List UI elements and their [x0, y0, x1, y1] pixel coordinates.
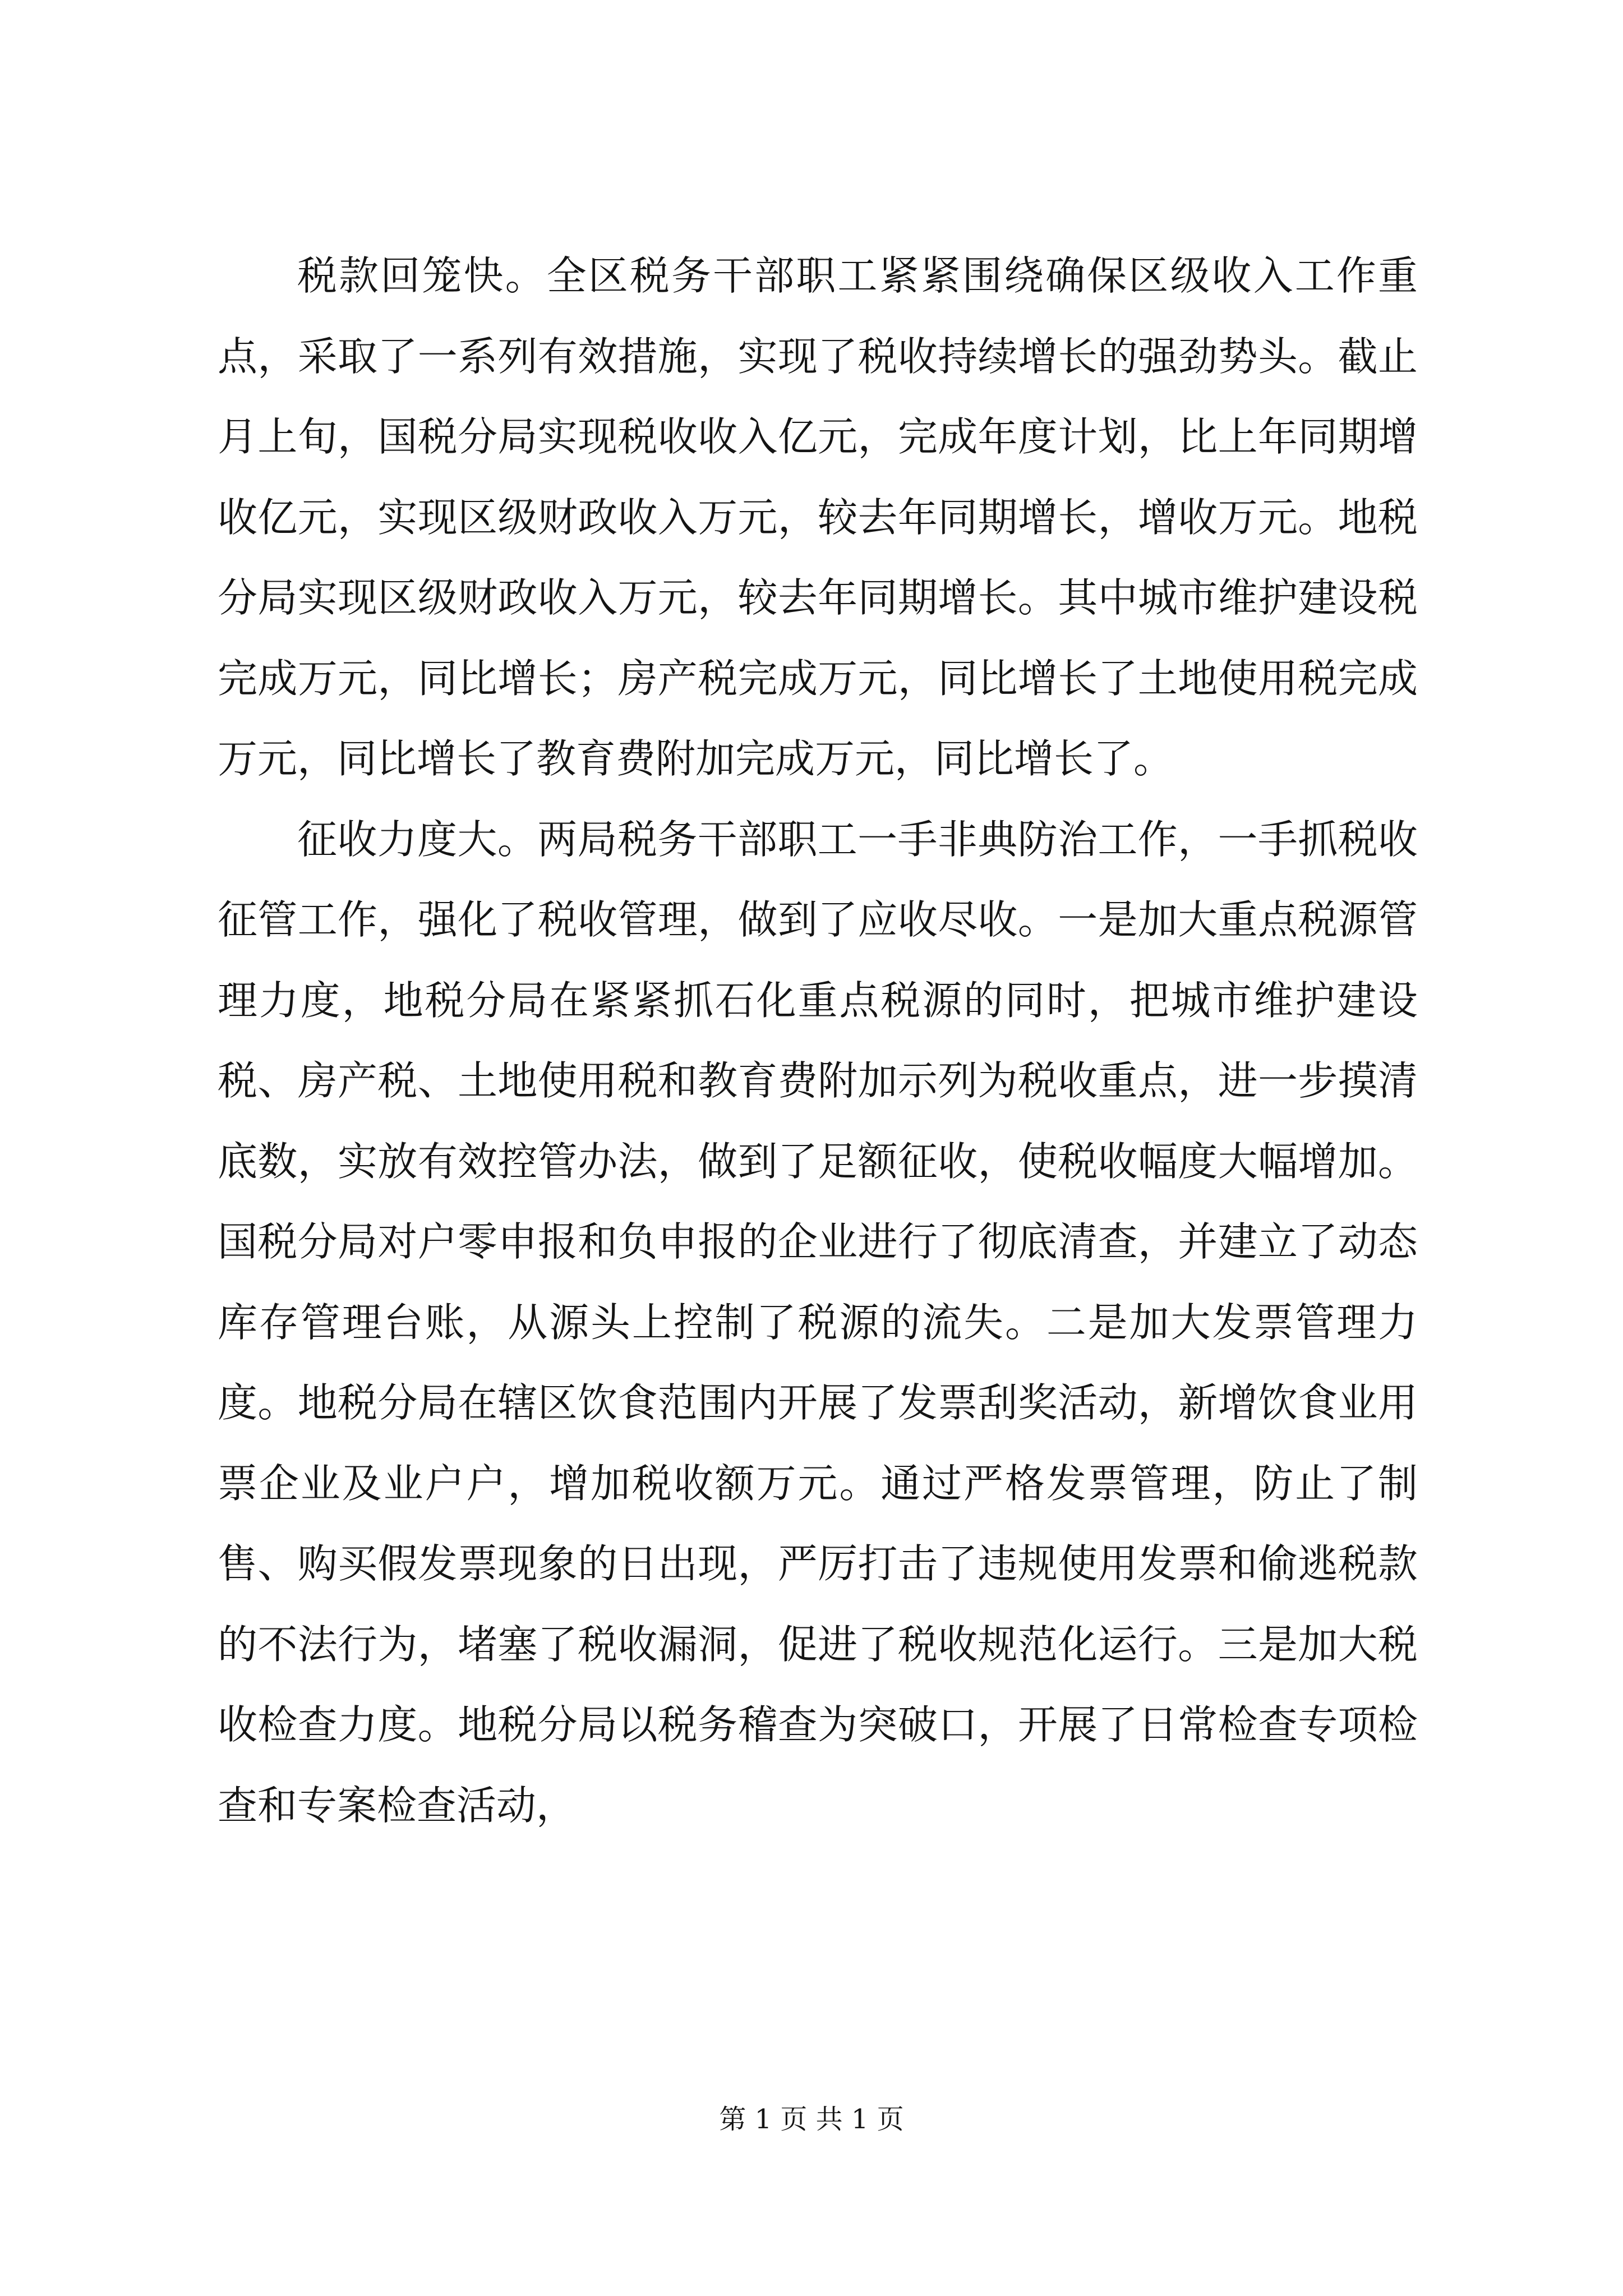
paragraph-tax-collection-speed: 税款回笼快。全区税务干部职工紧紧围绕确保区级收入工作重点，采取了一系列有效措施，实现了税收持续增长的强劲势头。截止月上旬，国税分局实现税收收入亿元，完成年度计划，比上年同期增收亿元，实现区级财政收入万元，较去年同期增长，增收万元。地税分局实现区级财政收入万元，较去年同期增长。其中城市维护建设税完成万元，同比增长；房产税完成万元，同比增长了土地使用税完成万元，同比增长了教育费附加完成万元，同比增长了。: [218, 252, 1418, 782]
page-number-label: 第 1 页 共 1 页: [719, 2104, 904, 2135]
page-footer: [0, 2101, 1623, 2137]
paragraph-collection-effort: 征收力度大。两局税务干部职工一手非典防治工作，一手抓税收征管工作，强化了税收管理，做到了应收尽收。一是加大重点税源管理力度，地税分局在紧紧抓石化重点税源的同时，把城市维护建设税、房产税、土地使用税和教育费附加示列为税收重点，进一步摸清底数，实放有效控管办法，做到了足额征收，使税收幅度大幅增加。国税分局对户零申报和负申报的企业进行了彻底清查，并建立了动态库存管理台账，从源头上控制了税源的流失。二是加大发票管理力度。地税分局在辖区饮食范围内开展了发票刮奖活动，新增饮食业用票企业及业户户，增加税收额万元。通过严格发票管理，防止了制售、购买假发票现象的日出现，严厉打击了违规使用发票和偷逃税款的不法行为，堵塞了税收漏洞，促进了税收规范化运行。三是加大税收检查力度。地税分局以税务稽查为突破口，开展了日常检查专项检查和专案检查活动，: [218, 816, 1418, 1829]
document-body: [218, 236, 1418, 1846]
